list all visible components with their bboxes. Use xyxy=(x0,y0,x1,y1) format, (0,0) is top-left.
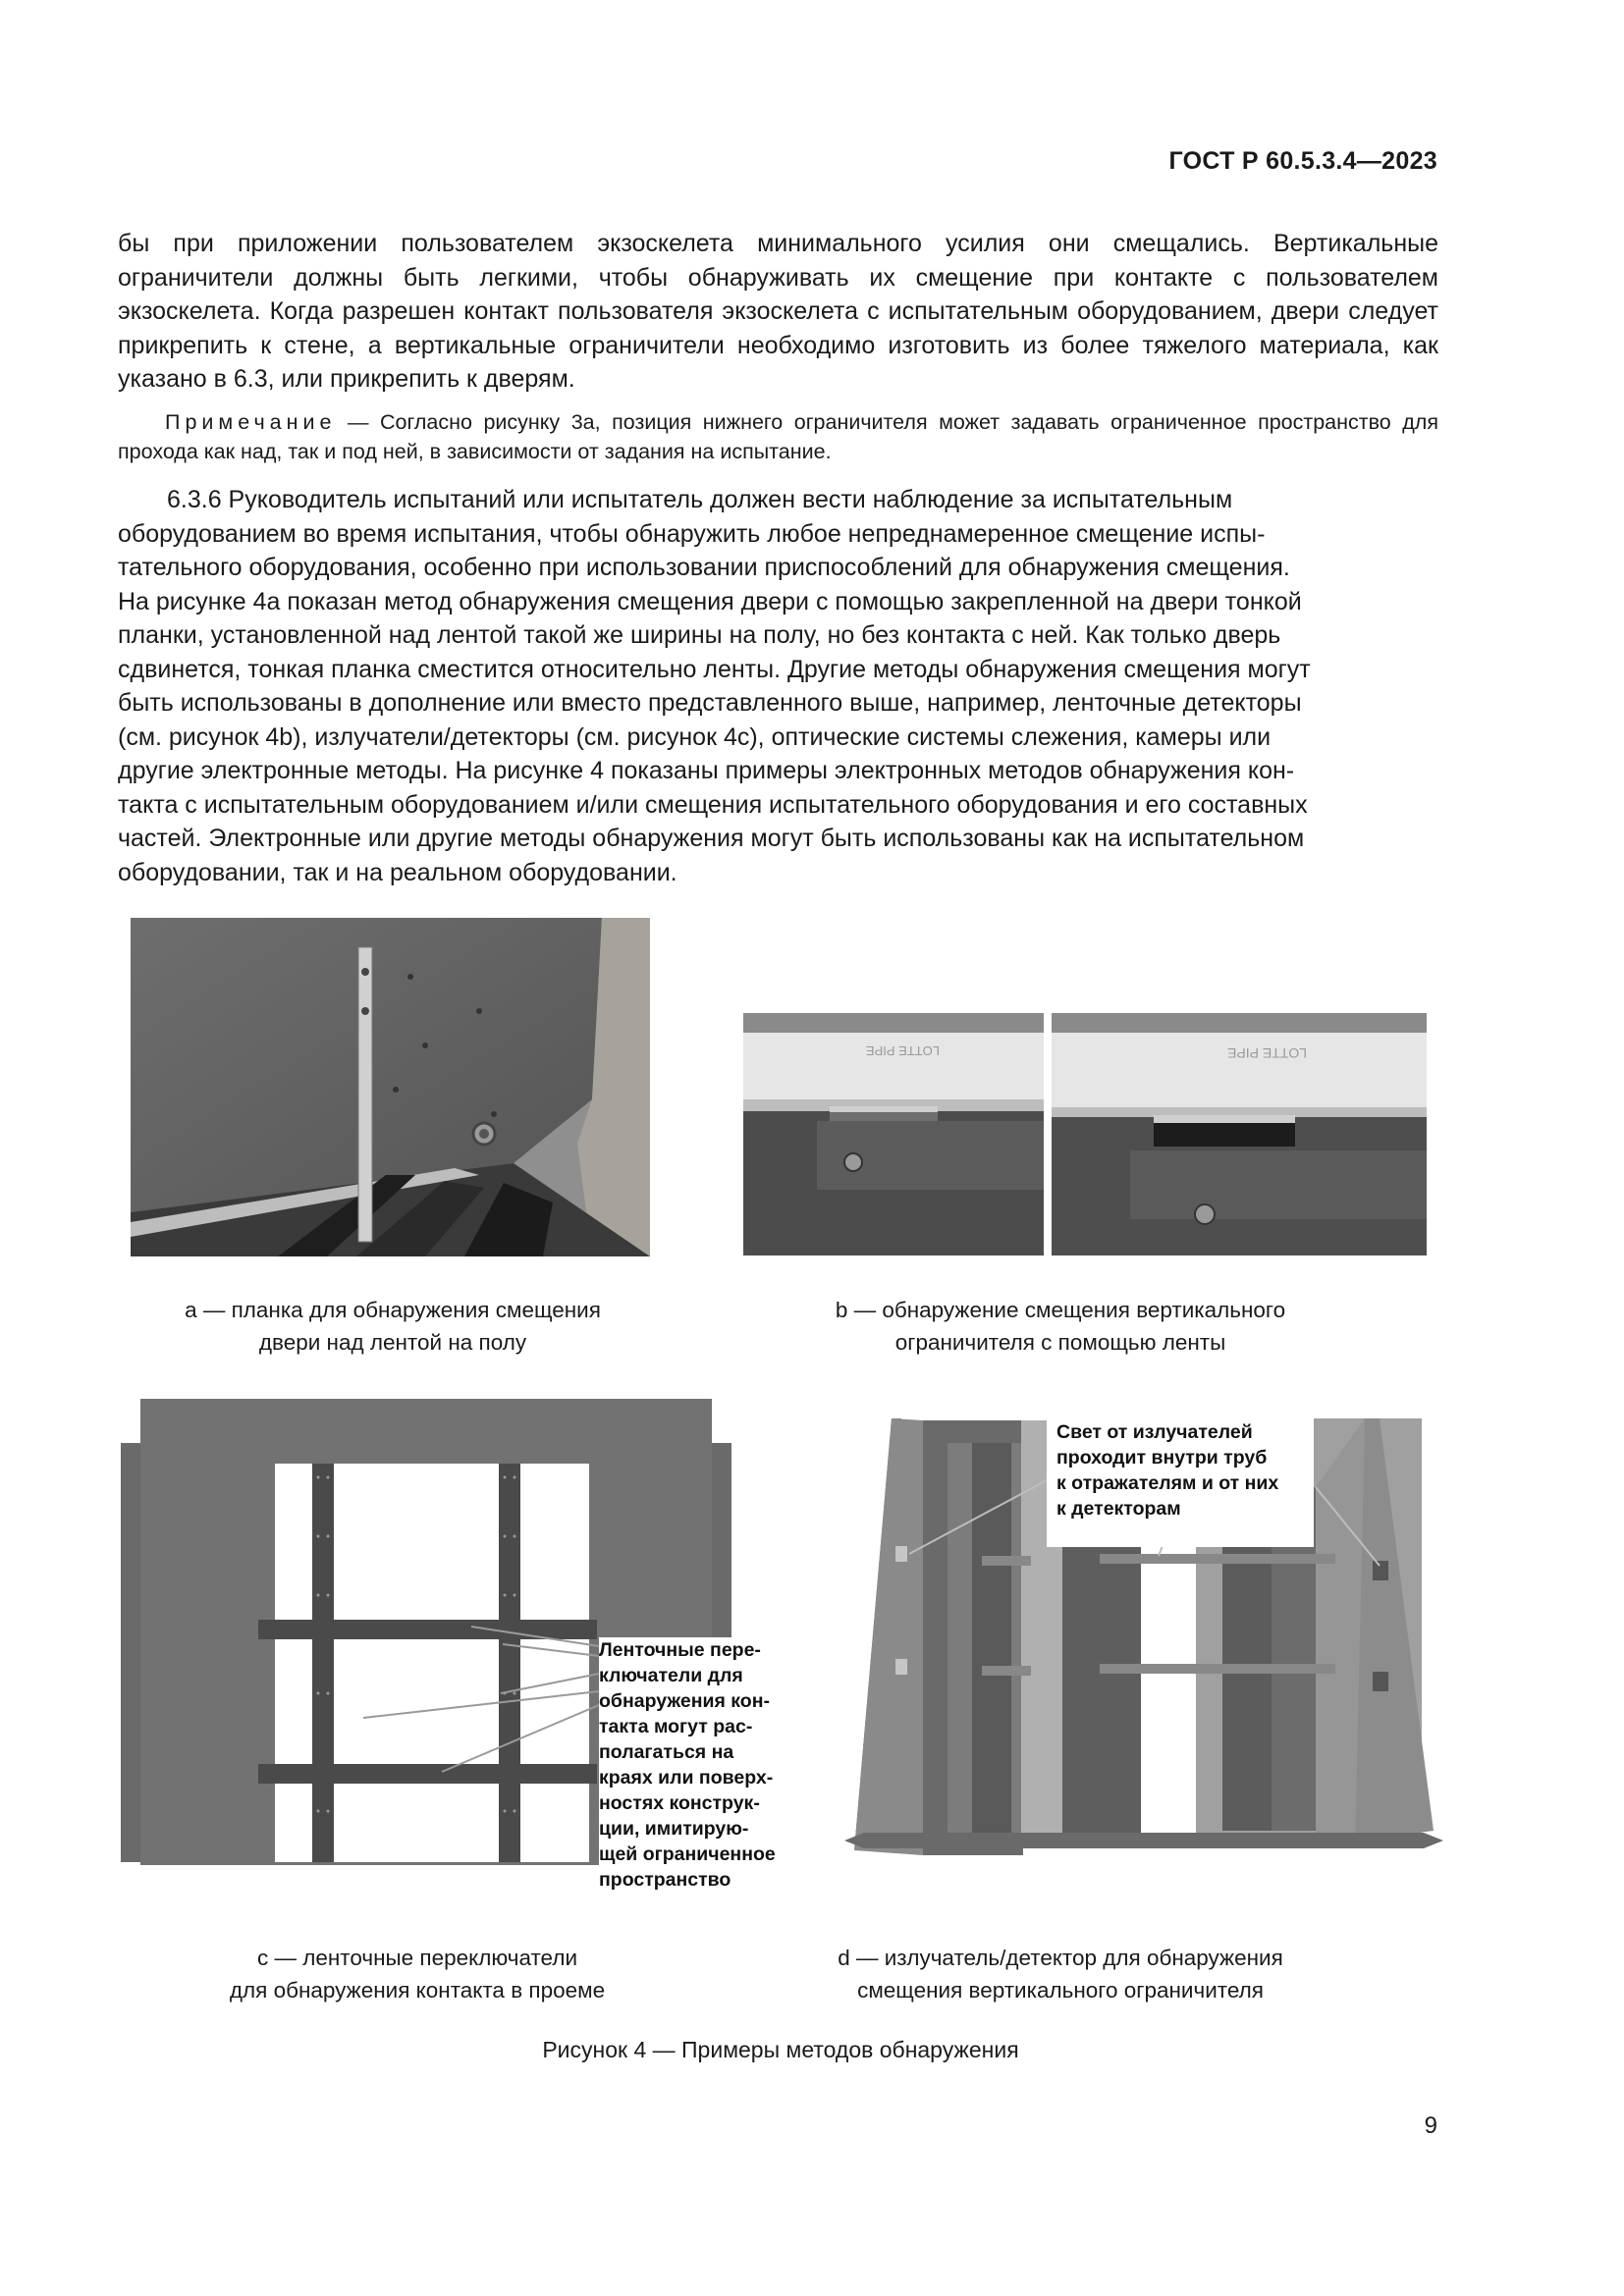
panel-a-caption xyxy=(147,1294,638,1359)
figure-title: Рисунок 4 — Примеры методов обнаружения xyxy=(542,2037,1019,2062)
caption-line: для обнаружения контакта в проеме xyxy=(229,1978,606,2002)
paragraph-2-line: 6.3.6 Руководитель испытаний или испытатель должен вести наблюдение за испытательным xyxy=(167,486,1233,513)
note-label: Примечание xyxy=(165,410,337,434)
panel-b-photo-left xyxy=(743,1013,1044,1255)
paragraph-2-line: тательного оборудования, особенно при использовании приспособлений для обнаружения смещения. xyxy=(118,554,1290,581)
label-line: к отражателям и от них xyxy=(1056,1472,1279,1494)
label-line: обнаружения кон- xyxy=(599,1690,770,1712)
paragraph-2-line: сдвинется, тонкая планка сместится относительно ленты. Другие методы обнаружения смещения могут xyxy=(118,655,1311,683)
panel-b-photo-right xyxy=(1052,1013,1427,1255)
paragraph-2-line: оборудованием во время испытания, чтобы обнаружить любое непреднамеренное смещение испы- xyxy=(118,519,1266,548)
paragraph-2-line: быть использованы в дополнение или вместо представленного выше, например, ленточные детекторы xyxy=(118,689,1302,717)
caption-line: b — обнаружение смещения вертикального xyxy=(835,1298,1286,1322)
paragraph-2-line: оборудовании, так и на реальном оборудовании. xyxy=(118,858,677,886)
caption-line: c — ленточные переключатели xyxy=(256,1946,578,1970)
caption-line: смещения вертикального ограничителя xyxy=(857,1978,1264,2002)
label-line: пространство xyxy=(599,1869,731,1891)
panel-d-caption xyxy=(766,1942,1355,2006)
paragraph-1: бы при приложении пользователем экзоскелета минимального усилия они смещались. Вертикальные ограничители должны быть легкими, чтобы обнаруживать их смещение при контакте с пользователем экзоскелета. Когда разрешен контакт пользователя экзоскелета с испытательным оборудованием, двери следует прикрепить к стене, а вертикальные ограничители необходимо изготовить из более тяжелого материала, как указано в 6.3, или прикрепить к дверям. xyxy=(118,230,1438,393)
label-line: ции, имитирую- xyxy=(599,1818,749,1840)
paragraph-2-line: другие электронные методы. На рисунке 4 показаны примеры электронных методов обнаружения кон- xyxy=(118,757,1295,784)
label-line: Ленточные пере- xyxy=(599,1639,761,1661)
paragraph-2-line: такта с испытательным оборудованием и/или смещения испытательного оборудования и его составных xyxy=(118,790,1308,819)
panel-a-photo xyxy=(131,918,650,1256)
label-line: щей ограниченное xyxy=(599,1843,776,1865)
label-line: ностях конструк- xyxy=(599,1792,760,1814)
panel-b-photo-text: LOTTE PIPE xyxy=(865,1043,940,1058)
panel-c-label xyxy=(599,1637,801,1893)
caption-line: двери над лентой на полу xyxy=(258,1330,527,1355)
panel-b-photo-text: LOTTE PIPE xyxy=(1227,1045,1307,1061)
label-line: полагаться на xyxy=(599,1741,734,1763)
caption-line: ограничителя с помощью ленты xyxy=(894,1330,1226,1355)
caption-line: d — излучатель/детектор для обнаружения xyxy=(838,1946,1283,1970)
page-number: 9 xyxy=(1424,2112,1437,2139)
paragraph-2-line: На рисунке 4a показан метод обнаружения смещения двери с помощью закрепленной на двери тонкой xyxy=(118,587,1302,615)
label-line: проходит внутри труб xyxy=(1056,1447,1268,1468)
caption-line: a — планка для обнаружения смещения xyxy=(185,1298,601,1322)
label-line: такта могут рас- xyxy=(599,1716,753,1737)
document-code: ГОСТ Р 60.5.3.4—2023 xyxy=(1168,147,1437,175)
paragraph-2 xyxy=(118,483,1438,889)
paragraph-2-line: (см. рисунок 4b), излучатели/детекторы (см. рисунок 4c), оптические системы слежения, камеры или xyxy=(118,722,1272,751)
panel-c-caption xyxy=(147,1942,687,2006)
note xyxy=(118,407,1438,466)
paragraph-2-line: частей. Электронные или другие методы обнаружения могут быть использованы как на испытательном xyxy=(118,825,1305,852)
panel-b-caption xyxy=(766,1294,1355,1359)
label-line: ключатели для xyxy=(599,1665,743,1686)
note-text: — Согласно рисунку 3a, позиция нижнего ограничителя может задавать ограниченное пространство для прохода как над, так и под ней, в зависимости от задания на испытание. xyxy=(118,410,1438,463)
label-line: Свет от излучателей xyxy=(1056,1421,1253,1443)
paragraph-2-line: планки, установленной над лентой такой же ширины на полу, но без контакта с ней. Как только дверь xyxy=(118,621,1281,649)
panel-d-label xyxy=(1047,1414,1314,1547)
label-line: краях или поверх- xyxy=(599,1767,774,1789)
label-line: к детекторам xyxy=(1056,1498,1181,1520)
